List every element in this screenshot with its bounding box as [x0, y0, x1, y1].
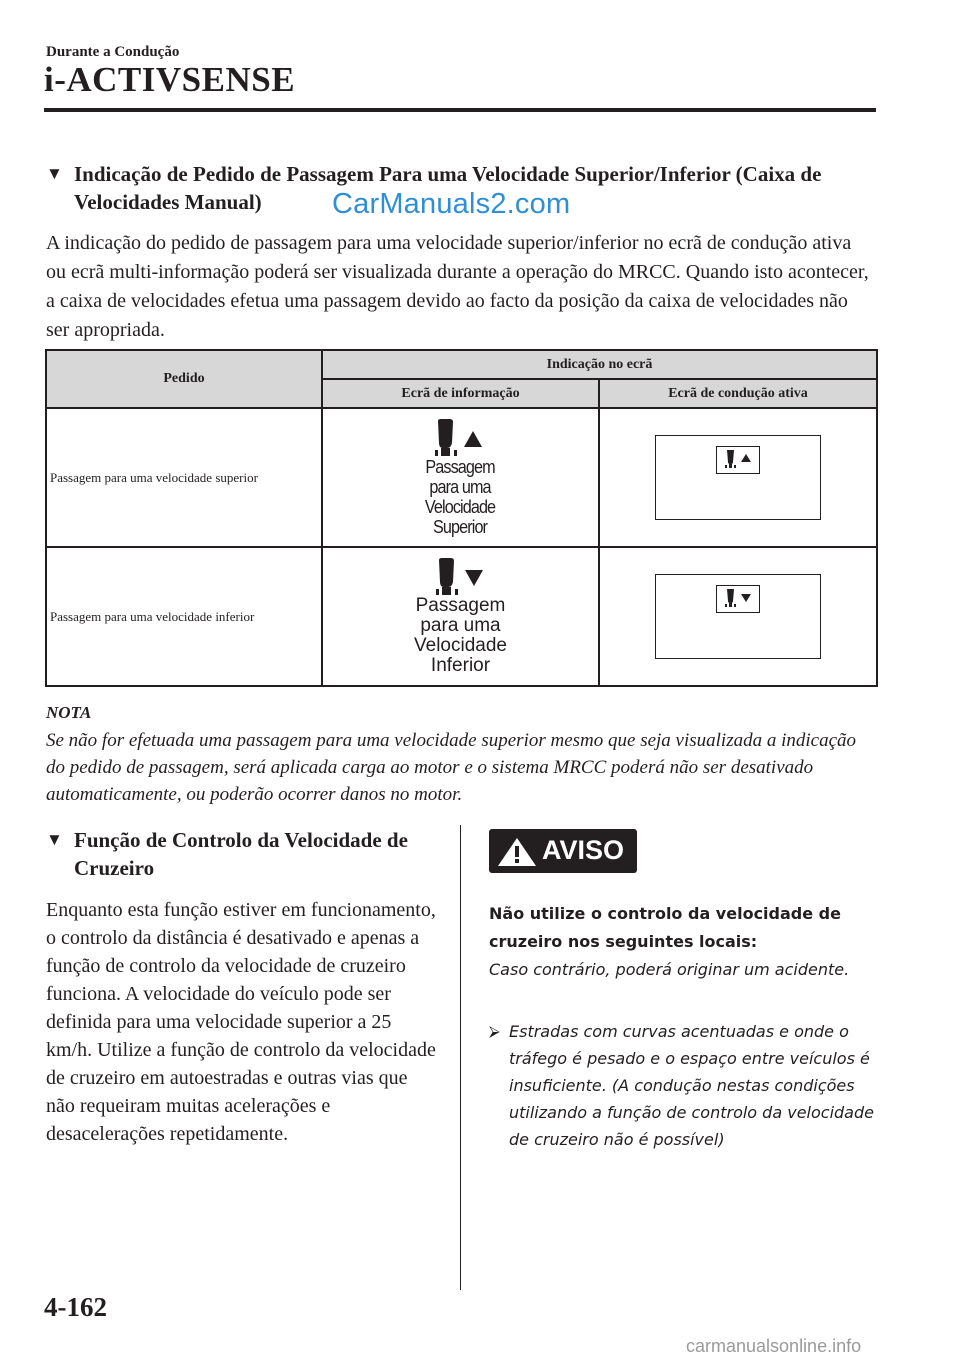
chapter-title: i-ACTIVSENSE: [44, 60, 296, 99]
header-divider: [44, 108, 876, 112]
indicator-label: para uma: [420, 614, 501, 636]
intro-paragraph: A indicação do pedido de passagem para uma velocidade superior/inferior no ecrã de condução ativa ou ecrã multi-informação poderá ser visualizada durante a operação do MRCC. Quando isto acontecer, a caixa de velocidades efetua uma passagem devido ao facto da posição da caixa de velocidades não ser apropriada.: [46, 232, 869, 341]
indicator-label: Velocidade: [425, 496, 496, 517]
column-header-drive-screen: Ecrã de condução ativa: [599, 379, 877, 408]
downshift-mini-indicator: [716, 585, 760, 613]
request-cell: Passagem para uma velocidade superior: [46, 408, 322, 547]
active-driving-display: [655, 435, 821, 520]
warning-bullet: [489, 1018, 874, 1153]
arrow-bullet-icon: ⮚: [489, 1022, 500, 1040]
warning-triangle-icon: [497, 837, 537, 867]
indicator-label: para uma: [429, 476, 492, 497]
request-cell: Passagem para uma velocidade inferior: [46, 547, 322, 686]
triangle-down-icon: ▼: [46, 164, 63, 183]
indicator-label: Passagem: [425, 456, 496, 477]
drive-screen-cell: [599, 408, 877, 547]
section-heading-cruise-control: [46, 826, 446, 882]
bullet-text: Estradas com curvas acentuadas e onde o tráfego é pesado e o espaço entre veículos é insuficiente. (A condução nestas condições utilizando a função de controlo da velocidade de cruzeiro não é possível): [509, 1022, 874, 1149]
triangle-down-icon: ▼: [46, 830, 63, 849]
upshift-mini-indicator: [716, 446, 760, 474]
shift-lever-up-mini-icon: [718, 447, 759, 472]
section-label: Durante a Condução: [46, 44, 180, 60]
upshift-indicator: [421, 419, 499, 537]
column-header-indication: Indicação no ecrã: [322, 350, 877, 379]
cruise-control-paragraph: Enquanto esta função estiver em funcionamento, o controlo da distância é desativado e apenas a função de controlo da velocidade de cruzeiro funciona. A velocidade do veículo pode ser definida para uma velocidade superior a 25 km/h. Utilize a função de controlo da velocidade de cruzeiro em autoestradas e outras vias que não requeiram muitas acelerações e desacelerações repetidamente.: [46, 899, 436, 1145]
warning-bold-text: Não utilize o controlo da velocidade de cruzeiro nos seguintes locais:: [489, 904, 841, 951]
column-divider: [460, 825, 461, 1290]
indicator-label: Velocidade: [414, 634, 507, 656]
table-row: [46, 408, 877, 547]
indicator-label: Inferior: [430, 654, 491, 676]
shift-lever-down-icon: [431, 558, 491, 596]
note-title: NOTA: [46, 703, 92, 722]
table-row: [46, 547, 877, 686]
indicator-label: Superior: [433, 516, 488, 537]
note-text: Se não for efetuada uma passagem para uma velocidade superior mesmo que seja visualizada a indicação do pedido de passagem, será aplicada carga ao motor e o sistema MRCC poderá não ser desativado automaticamente, ou poderão ocorrer danos no motor.: [46, 730, 857, 805]
footer-watermark: carmanualsonline.info: [686, 1336, 862, 1356]
shift-indication-table: [45, 349, 878, 687]
drive-screen-cell: [599, 547, 877, 686]
info-screen-cell: [322, 408, 599, 547]
shift-lever-down-mini-icon: [718, 586, 759, 611]
warning-badge: [489, 829, 637, 873]
info-screen-cell: [322, 547, 599, 686]
page-number: 4-162: [44, 1292, 107, 1322]
watermark: CarManuals2.com: [332, 188, 571, 220]
active-driving-display: [655, 574, 821, 659]
warning-italic-text: Caso contrário, poderá originar um acidente.: [489, 960, 850, 979]
warning-label: AVISO: [542, 835, 625, 865]
downshift-indicator: [414, 558, 507, 676]
column-header-request: Pedido: [46, 350, 322, 408]
indicator-label: Passagem: [415, 594, 506, 616]
shift-lever-up-icon: [430, 419, 490, 457]
column-header-info-screen: Ecrã de informação: [322, 379, 599, 408]
section-heading-text: Indicação de Pedido de Passagem Para uma Velocidade Superior/Inferior (Caixa de Velocidades Manual): [74, 162, 822, 214]
section-heading-text: Função de Controlo da Velocidade de Cruzeiro: [74, 828, 408, 880]
